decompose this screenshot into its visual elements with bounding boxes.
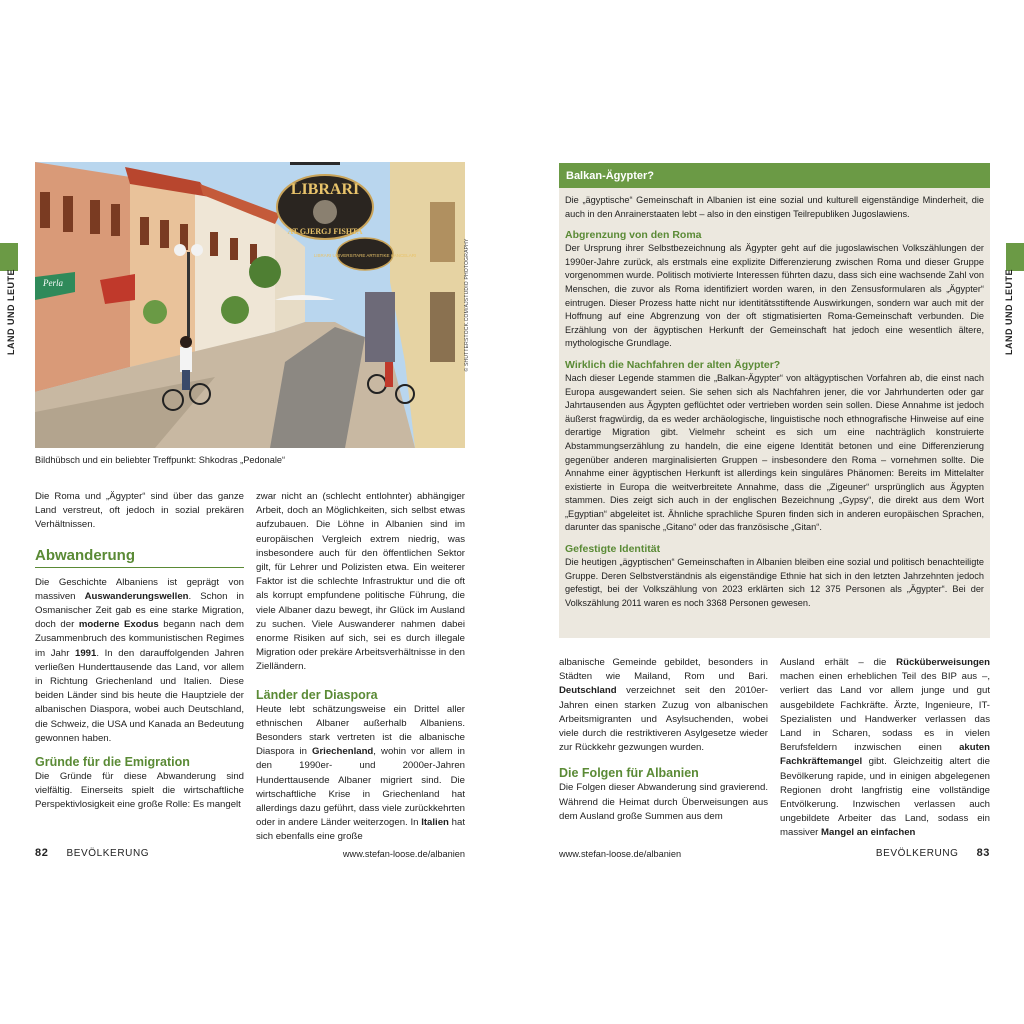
paragraph-gruende: Die Gründe für diese Abwanderung sind vielfältig. Einerseits spielt die wirtschaftliche Perspektivlosigkeit eine große Rolle: Es mangelt (35, 771, 244, 811)
side-label-left: LAND UND LEUTE (6, 269, 16, 355)
info-box-intro: Die „ägyptische“ Gemeinschaft in Albanien ist eine sozial und kulturell eigenständige Minderheit, die auch in den Anrainerstaaten lebt – also in den einstigen Teilrepubliken Jugoslawiens. (565, 195, 984, 219)
subheading-folgen: Die Folgen für Albanien (559, 766, 699, 781)
right-footer (860, 847, 990, 859)
page-number-right: 83 (976, 847, 990, 859)
info-box-text-1: Der Ursprung ihrer Selbstbezeichnung als Ägypter geht auf die jugoslawischen Volkszählungen der 1990er-Jahre zurück, als erstmals eine explizite Differenzierung zwischen Roma und dieser Gruppe vorgenommen wurde. Politisch motivierte Interessen führten dazu, dass sich eine wachsende Zahl von Menschen, die zuvor als Roma identifiziert worden waren, in den Zensusformularen als „Ägypter“ eintrugen. Dieser Prozess hatte nicht nur identitätsstiftende Auswirkungen, sondern war auch mit der Hoffnung auf eine Abgrenzung von der oft stigmatisierten Roma-Gemeinschaft verbunden. Die Erzählung von der ägyptischen Herkunft der Gemeinschaft hat jedoch eine wesentlich ältere, mythologische Grundlage. (565, 243, 984, 349)
sign-main-text: LIBRARI (290, 181, 360, 198)
info-box-heading-3: Gefestigte Identität (565, 543, 661, 556)
right-col2 (780, 656, 990, 841)
paragraph-folgen: Die Folgen dieser Abwanderung sind gravierend. Während die Heimat durch Überweisungen aus dem Ausland große Summen aus dem (559, 782, 768, 822)
sign-sub-text: AT GJERGJ FISHTA (287, 227, 363, 236)
paragraph-abwanderung: Die Geschichte Albaniens ist geprägt von massiven Auswanderungswellen. Schon in Osmanischer Zeit gab es eine starke Migration, doch der moderne Exodus begann nach dem Zusammenbruch des kommunistischen Regimes im Jahr 1991. In den darauffolgenden Jahren verließen Hunderttausende das Land, vor allem in Richtung Griechenland und Italien. Diese beiden Länder sind bis heute die Hauptziele der albanischen Diaspora, wobei auch Deutschland, die Schweiz, die USA und Kanada an Bedeutung gewonnen haben. (35, 576, 245, 744)
info-box-heading-1: Abgrenzung von den Roma (565, 229, 702, 242)
left-col1 (35, 490, 244, 813)
section-heading-abwanderung: Abwanderung (35, 547, 244, 568)
info-box-title: Balkan-Ägypter? (559, 163, 990, 188)
info-box-text-3: Die heutigen „ägyptischen“ Gemeinschaften in Albanien bleiben eine sozial und politisch benachteiligte Gruppe. Deren Selbstverständnis als eigenständige Ethnie hat sich in den letzten Jahrzehnten jedoch gefestigt, bei der Volkszählung von 2023 erklärten sich 12 375 Personen als „Ägypter“. Bei der Volkszählung 2011 waren es noch 3368 Personen gewesen. (565, 557, 984, 608)
side-label-right: LAND UND LEUTE (1004, 269, 1014, 355)
sign-small-text: LIBRARI UNIVERSITARE ARTISTIKE KANCELARI (313, 253, 417, 258)
street-photo (35, 162, 465, 448)
paragraph-diaspora-cont: albanische Gemeinde gebildet, besonders in Städten wie Mailand, Rom und Bari. Deutschland verzeichnet seit den 2010er-Jahren einen starken Zuzug von albanischen Arbeitsmigranten und Asylsuchenden, wobei viele durch die restriktiveren Asylgesetze wieder zur Rückkehr gezwungen wurden. (559, 657, 768, 754)
info-box-text-2: Nach dieser Legende stammen die „Balkan-Ägypter“ von altägyptischen Vorfahren ab, die einst nach Europa ausgewandert seien. Sie sehen sich als Nachfahren jener, die vor Jahrhunderten oder gar Jahrtausenden aus Ägypten geflüchtet oder vertrieben worden sein sollen. Diese Annahme ist jedoch äußerst fragwürdig, da es weder archäologische, linguistische noch ethnografische Hinweise auf eine derartige Migration gibt. Vielmehr scheint es sich um eine nachträglich konstruierte Abstammungserzählung zu handeln, die eine eigene Identität betonen und eine Differenzierung gegenüber anderen marginalisierten Gruppen – insbesondere den Roma – vornehmen sollte. Die Annahme einer ägyptischen Herkunft ist allerdings kein singuläres Phänomen: Bereits im Mittelalter existierte in Europa die weitverbreitete Annahme, dass die „Zigeuner“ ursprünglich aus Ägypten stammen. Dies zeigt sich auch in der englischen Bezeichnung „Gypsy“, die direkt aus dem Wort „Egyptian“ abgeleitet ist. Ähnliche sprachliche Spuren finden sich in anderen europäischen Sprachen, darunter das spanische „Gitano“ oder das französische „Gitan“. (565, 372, 984, 533)
right-col1 (559, 656, 768, 824)
chapter-tab-left (0, 243, 18, 271)
left-footer (35, 847, 149, 859)
subheading-diaspora: Länder der Diaspora (256, 687, 378, 702)
left-col2 (256, 490, 465, 845)
running-title-right: BEVÖLKERUNG (875, 848, 959, 859)
paragraph-diaspora: Heute lebt schätzungsweise ein Drittel aller ethnischen Albaner außerhalb Albaniens. Besonders stark vertreten ist die albanische Diaspora in Griechenland, wohin vor allem in den 1990er- und 2000er-Jahren Hunderttausende Albaner migriert sind. Die wirtschaftliche Krise in Griechenland hat allerdings dazu geführt, dass viele zurückkehrten oder in andere Länder weiterzogen. In Italien hat sich ebenfalls eine große (256, 703, 465, 843)
photo-caption: Bildhübsch und ein beliebter Treffpunkt: Shkodras „Pedonale“ (35, 455, 286, 465)
footer-url-left[interactable]: www.stefan-loose.de/albanien (342, 849, 465, 859)
chapter-tab-right (1006, 243, 1024, 271)
photo-credit: © SHUTTERSTOCK.COM/AJSTUDIO PHOTOGRAPHY (464, 238, 470, 372)
intro-paragraph: Die Roma und „Ägypter“ sind über das ganze Land verstreut, oft jedoch in sozial prekären Verhältnissen. (35, 491, 244, 531)
paragraph-folgen-cont: Ausland erhält – die Rücküberweisungen machen einen erheblichen Teil des BIP aus –, verliert das Land vor allem junge und gut ausgebildete Fachkräfte. Ärzte, Ingenieure, IT-Spezialisten und Handwerker verlassen das Land in Scharen, sodass es in vielen Berufsfeldern inzwischen einen akuten Fachkräftemangel gibt. Gleichzeitig altert die Bevölkerung rapide, und in einigen abgelegenen Regionen droht langfristig eine vollständige Entvölkerung. Inzwischen verlassen auch ungebildete Arbeiter das Land, sodass ein massiver Mangel an einfachen (780, 657, 990, 839)
page-number-left: 82 (35, 847, 49, 859)
subheading-gruende: Gründe für die Emigration (35, 755, 190, 770)
shop-sign-text: Perla (43, 278, 63, 288)
info-box (559, 163, 990, 638)
footer-url-right[interactable]: www.stefan-loose.de/albanien (559, 849, 682, 859)
info-box-heading-2: Wirklich die Nachfahren der alten Ägypter? (565, 358, 781, 371)
paragraph-gruende-cont: zwar nicht an (schlecht entlohnter) abhängiger Arbeit, doch an Möglichkeiten, sich selbst etwas aufzubauen. Die Löhne in Albanien sind im europäischen Vergleich extrem niedrig, was insbesondere auch für den öffentlichen Sektor gilt, für Lehrer und Polizisten etwa. Ein weiterer Faktor ist die schlechte Infrastruktur und die oft als korrupt empfundene politische Führung, die viele Albaner dazu bewegt, ihr Glück im Ausland zu suchen. Viele Auswanderer nahmen dabei enorme Risiken auf sich, sei es durch illegale Migration oder prekäre Arbeitsverhältnisse in den Zielländern. (256, 491, 465, 673)
running-title-left: BEVÖLKERUNG (66, 848, 150, 859)
